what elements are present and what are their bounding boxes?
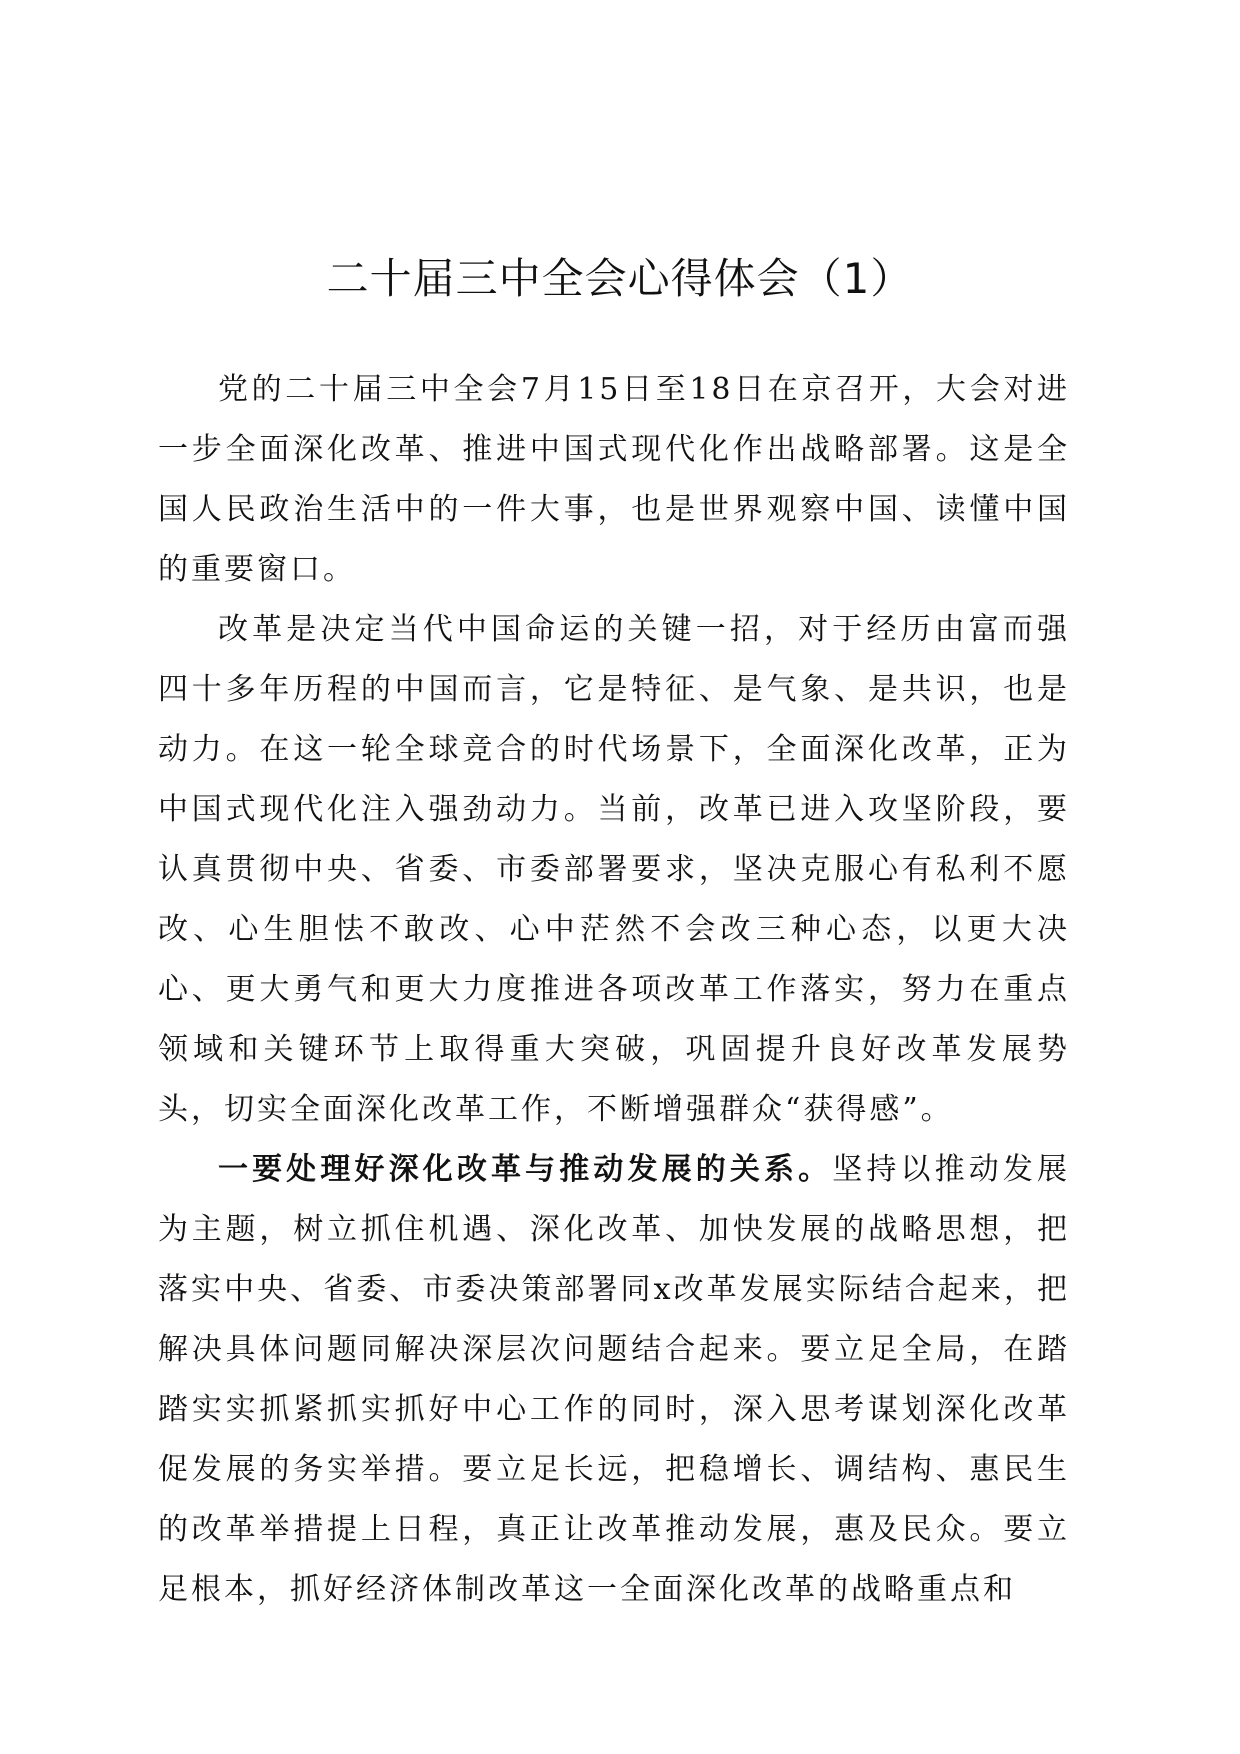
- paragraph-3-lead: 一要处理好深化改革与推动发展的关系。: [218, 1152, 833, 1187]
- paragraph-2-text: 改革是决定当代中国命运的关键一招，对于经历由富而强四十多年历程的中国而言，它是特征、是气象、是共识，也是动力。在这一轮全球竞合的时代场景下，全面深化改革，正为中国式现代化注入强劲动力。当前，改革已进入攻坚阶段，要认真贯彻中央、省委、市委部署要求，坚决克服心有私利不愿改、心生胆怯不敢改、心中茫然不会改三种心态，以更大决心、更大勇气和更大力度推进各项改革工作落实，努力在重点领域和关键环节上取得重大突破，巩固提升良好改革发展势头，切实全面深化改革工作，不断增强群众“获得感”。: [158, 612, 1070, 1127]
- document-body: [158, 360, 1070, 1620]
- document-title: 二十届三中全会心得体会（1）: [326, 254, 914, 303]
- paragraph-1: [158, 360, 1070, 600]
- paragraph-3: [158, 1140, 1070, 1620]
- paragraph-2: [158, 600, 1070, 1140]
- paragraph-3-text: 坚持以推动发展为主题，树立抓住机遇、深化改革、加快发展的战略思想，把落实中央、省委、市委决策部署同x改革发展实际结合起来，把解决具体问题同解决深层次问题结合起来。要立足全局，在踏踏实实抓紧抓实抓好中心工作的同时，深入思考谋划深化改革促发展的务实举措。要立足长远，把稳增长、调结构、惠民生的改革举措提上日程，真正让改革推动发展，惠及民众。要立足根本，抓好经济体制改革这一全面深化改革的战略重点和: [158, 1152, 1070, 1607]
- paragraph-1-text: 党的二十届三中全会7月15日至18日在京召开，大会对进一步全面深化改革、推进中国式现代化作出战略部署。这是全国人民政治生活中的一件大事，也是世界观察中国、读懂中国的重要窗口。: [158, 372, 1070, 587]
